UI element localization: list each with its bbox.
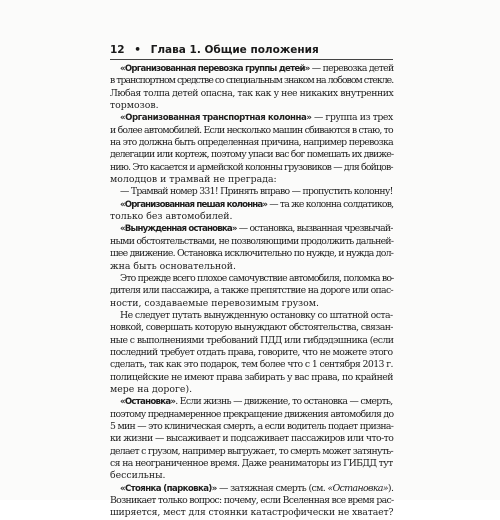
- line-text: — Трамвай номер 331! Принять вправо — пропустить колонну!: [120, 186, 393, 198]
- text-line: [110, 223, 393, 235]
- text-line: [110, 384, 393, 396]
- text-line: [110, 261, 393, 273]
- line-text: ные с выполнениями требований ПДД или гибдэдэшника (если: [110, 334, 394, 346]
- line-text: мере на дороге).: [110, 383, 193, 395]
- text-line: [110, 186, 393, 198]
- line-text: новкой, совершать которую вынуждают обстоятельства, связан-: [110, 322, 393, 334]
- line-text: на это должна быть определенная причина, например перевозка: [110, 137, 393, 149]
- line-text: шее движение. Остановка исключительно по нужде, и нужда дол-: [110, 248, 394, 260]
- defined-term: «Остановка»: [120, 397, 176, 408]
- line-text: в транспортном средстве со специальным знаком на лобовом стекле.: [110, 75, 394, 87]
- text-line: [110, 483, 393, 495]
- line-text: ширяется, мест для стоянки катастрофически не хватает?: [110, 507, 394, 519]
- text-line: [110, 162, 393, 174]
- text-line: [110, 335, 393, 347]
- line-text: нию. Это касается и армейской колонны грузовиков — для бойцов-: [110, 161, 393, 173]
- cross-reference: «Остановка»: [327, 482, 388, 494]
- defined-term: «Организованная пешая колонна»: [120, 199, 268, 210]
- line-text: ся на неограниченное время. Даже реаниматоры из ГИБДД тут: [110, 458, 393, 469]
- defined-term: «Организованная перевозка группы детей»: [120, 64, 310, 74]
- line-text: тормозов.: [110, 100, 159, 112]
- text-line: [110, 396, 393, 408]
- line-text: делает с грузом, например выгружает, то смерть может затянуть-: [110, 445, 393, 457]
- line-text: — перевозка детей: [309, 63, 394, 74]
- text-line: [110, 285, 393, 297]
- line-text: поэтому преднамеренное прекращение движения автомобиля до: [110, 408, 394, 420]
- line-text: полицейские не имеют права забирать у вас права, по крайней: [110, 371, 393, 383]
- line-text: ными обстоятельствами, не позволяющими продолжить дальней-: [110, 235, 394, 247]
- line-text: и более автомобилей. Если несколько машин сбиваются в стаю, то: [110, 124, 393, 136]
- line-text: Не следует путать вынужденную остановку со штатной оста-: [120, 309, 393, 321]
- chapter-title: Глава 1. Общие положения: [150, 44, 319, 56]
- text-line: [110, 75, 393, 87]
- header-rule: [110, 59, 393, 60]
- text-line: [110, 409, 393, 421]
- text-line: [110, 310, 393, 322]
- text-line: [110, 112, 393, 124]
- line-text: ).: [387, 482, 394, 494]
- text-line: [110, 446, 393, 458]
- text-line: [110, 211, 393, 223]
- line-text: последний требует отдать права, говорите, что не можете этого: [110, 346, 393, 358]
- line-text: — остановка, вызванная чрезвычай-: [236, 223, 393, 235]
- text-line: [110, 63, 393, 75]
- line-text: бессильны.: [110, 470, 166, 482]
- defined-term: «Вынужденная остановка»: [120, 224, 237, 235]
- line-text: Любая толпа детей опасна, так как у нее никаких внутренних: [110, 87, 394, 99]
- line-text: ки жизни — высаживает и подсаживает пассажиров или что-то: [110, 433, 394, 445]
- text-line: [110, 347, 393, 359]
- text-line: [110, 88, 393, 100]
- text-line: [110, 174, 393, 186]
- text-line: [110, 248, 393, 260]
- text-line: [110, 458, 393, 470]
- text-line: [110, 199, 393, 211]
- line-text: . Если жизнь — движение, то остановка — смерть,: [175, 396, 393, 408]
- text-line: [110, 507, 393, 519]
- text-line: [110, 421, 393, 433]
- line-text: только без автомобилей.: [110, 211, 233, 223]
- header-bullet: •: [134, 44, 141, 56]
- line-text: жна быть основательной.: [110, 260, 236, 272]
- line-text: ности, создаваемые перевозимым грузом.: [110, 297, 320, 309]
- running-header: [110, 44, 393, 64]
- line-text: дителя или пассажира, а также препятствие на дороге или опас-: [110, 285, 393, 297]
- text-line: [110, 372, 393, 384]
- text-line: [110, 125, 393, 137]
- text-line: [110, 273, 393, 285]
- text-line: [110, 470, 393, 482]
- text-line: [110, 149, 393, 161]
- line-text: — затяжная смерть (см.: [216, 482, 328, 494]
- text-line: [110, 298, 393, 310]
- text-line: [110, 100, 393, 112]
- defined-term: «Стоянка (парковка)»: [120, 483, 217, 494]
- line-text: 5 мин — это клиническая смерть, а если водитель подает призна-: [110, 420, 394, 432]
- text-line: [110, 322, 393, 334]
- text-line: [110, 359, 393, 371]
- text-line: [110, 495, 393, 507]
- page-number: 12: [110, 44, 125, 56]
- line-text: — та же колонна солдатиков,: [267, 198, 394, 210]
- text-line: [110, 137, 393, 149]
- defined-term: «Организованная транспортная колонна»: [120, 113, 312, 124]
- line-text: Это прежде всего плохое самочувствие автомобиля, поломка во-: [120, 272, 394, 284]
- line-text: сделать, так как это подарок, тем более что с 1 сентября 2013 г.: [110, 359, 393, 371]
- line-text: делегации или кортеж, поэтому упаси вас бог помешать их движе-: [110, 149, 394, 161]
- line-text: — группа из трех: [311, 112, 393, 124]
- text-line: [110, 236, 393, 248]
- line-text: Возникает только вопрос: почему, если Вселенная все время рас-: [110, 495, 394, 507]
- page-body-text: [110, 63, 393, 520]
- text-line: [110, 433, 393, 445]
- line-text: молодцов и трамвай не преграда:: [110, 174, 277, 186]
